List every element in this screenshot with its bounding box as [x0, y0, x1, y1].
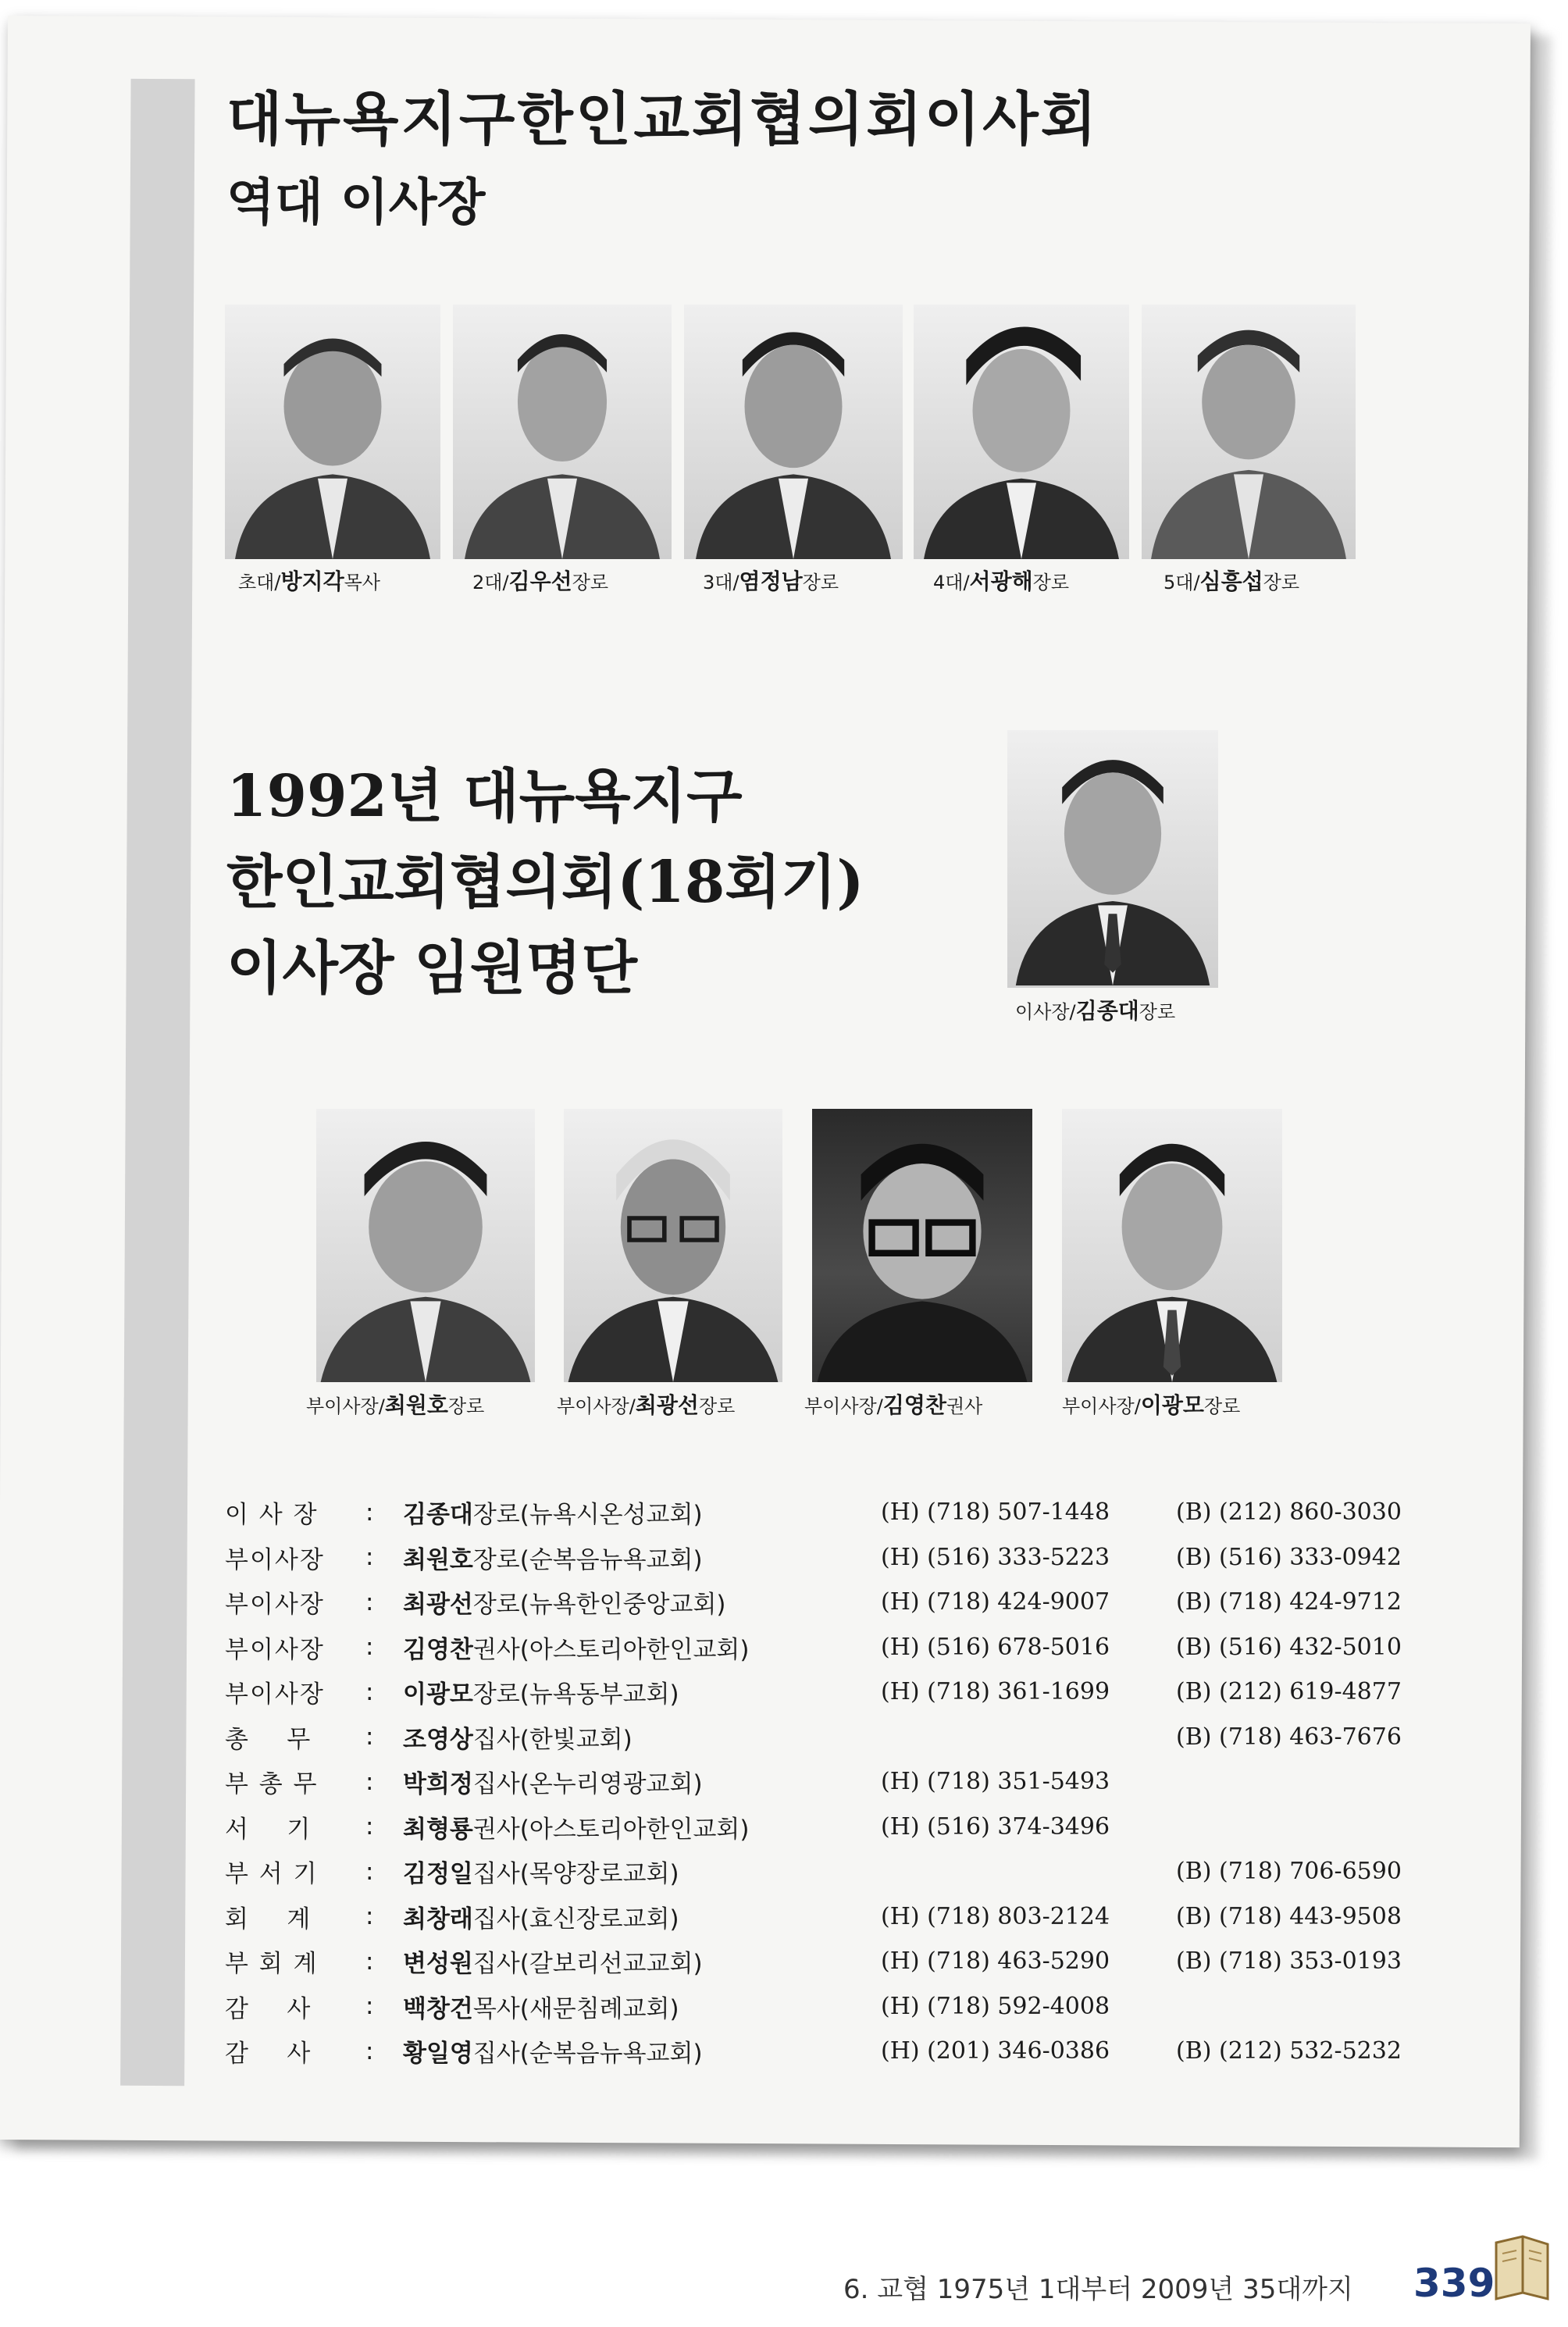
roster-title-church: 장로(순복음뉴욕교회): [472, 1545, 703, 1574]
roster-home-phone: (H) (516) 678-5016: [881, 1633, 1110, 1661]
roster-role: 부이사장: [225, 1635, 325, 1664]
roster-name-cell: [403, 1625, 881, 1670]
page-number: 339: [1413, 2261, 1495, 2306]
roster-title-church: 집사(순복음뉴욕교회): [472, 2040, 703, 2069]
vice-chair-portrait-2: [564, 1109, 782, 1382]
roster-name: 최광선: [403, 1591, 473, 1620]
roster-role: 부이사장: [225, 1591, 325, 1620]
roster-row: [225, 1805, 1426, 1850]
roster-name-cell: [403, 1670, 881, 1715]
roster-name-cell: [403, 1894, 881, 1940]
roster-title-church: 목사(새문침례교회): [472, 1994, 679, 2023]
roster-name: 이광모: [403, 1680, 473, 1709]
vice-chair-portrait-4: [1062, 1109, 1282, 1382]
roster-name: 변성원: [403, 1950, 473, 1979]
roster-home-phone: (H) (718) 424-9007: [881, 1588, 1110, 1616]
roster-business-phone: (B) (718) 463-7676: [1176, 1723, 1402, 1751]
portrait-photo-2: [453, 305, 672, 559]
portrait-silhouette-icon: [914, 305, 1129, 559]
roster-colon: :: [365, 1992, 374, 2021]
roster-role: 감 사: [225, 1994, 312, 2023]
roster-row: [225, 2029, 1426, 2074]
roster-role: 서 기: [225, 1815, 312, 1844]
roster-name-cell: [403, 1715, 881, 1760]
roster-business-phone: [1176, 1759, 1426, 1805]
roster-row: [225, 1894, 1426, 1940]
portrait-silhouette-icon: [1007, 730, 1218, 988]
roster-home-phone: [881, 1715, 1176, 1760]
portrait-silhouette-icon: [1062, 1109, 1282, 1382]
officer-roster-table: [225, 1490, 1426, 2074]
roster-colon: :: [365, 1947, 374, 1976]
roster-name-cell: [403, 1759, 881, 1805]
book-icon: [1491, 2233, 1552, 2304]
roster-home-phone: (H) (718) 351-5493: [881, 1768, 1110, 1796]
roster-colon: :: [365, 1588, 374, 1616]
roster-name: 백창건: [403, 1994, 473, 2023]
roster-colon: :: [365, 1767, 374, 1796]
page-subtitle: 역대 이사장: [226, 174, 486, 232]
roster-title-church: 집사(목양장로교회): [472, 1860, 679, 1889]
roster-name: 황일영: [403, 2040, 473, 2069]
chapter-footer: 6. 교협 1975년 1대부터 2009년 35대까지: [843, 2274, 1353, 2305]
roster-business-phone: [1176, 1984, 1426, 2029]
portrait-silhouette-icon: [684, 305, 903, 559]
chair-portrait-photo: [1007, 730, 1218, 988]
roster-business-phone: (B) (212) 860-3030: [1176, 1498, 1402, 1527]
page-gutter: [120, 79, 194, 2086]
roster-name-cell: [403, 1535, 881, 1580]
roster-role: 감 사: [225, 2040, 312, 2069]
roster-business-phone: (B) (718) 424-9712: [1176, 1588, 1402, 1616]
roster-role: 부이사장: [225, 1545, 325, 1574]
vice-chair-caption-1: 부이사장/최원호장로: [306, 1392, 485, 1418]
roster-name: 김정일: [403, 1860, 473, 1889]
roster-title-church: 장로(뉴욕한인중앙교회): [472, 1591, 726, 1620]
roster-row: [225, 1849, 1426, 1894]
portrait-silhouette-icon: [316, 1109, 535, 1382]
vice-chair-caption-4: 부이사장/이광모장로: [1062, 1392, 1241, 1418]
roster-home-phone: (H) (718) 361-1699: [881, 1678, 1110, 1706]
roster-business-phone: (B) (718) 706-6590: [1176, 1858, 1402, 1886]
roster-title-church: 권사(아스토리아한인교회): [472, 1635, 750, 1664]
roster-role: 부 서 기: [225, 1860, 319, 1889]
roster-colon: :: [365, 2037, 374, 2065]
section-title-1992: [226, 754, 864, 1011]
past-chair-caption-3: 3대/염정남장로: [703, 568, 839, 594]
roster-home-phone: (H) (718) 803-2124: [881, 1902, 1110, 1930]
roster-name: 조영상: [403, 1725, 473, 1754]
roster-business-phone: (B) (718) 443-9508: [1176, 1902, 1402, 1930]
roster-row: [225, 1984, 1426, 2029]
roster-name: 박희정: [403, 1770, 473, 1799]
vice-chair-caption-3: 부이사장/김영찬권사: [804, 1392, 983, 1418]
roster-row: [225, 1625, 1426, 1670]
roster-business-phone: (B) (516) 333-0942: [1176, 1543, 1402, 1571]
roster-home-phone: (H) (516) 333-5223: [881, 1543, 1110, 1571]
roster-name: 최창래: [403, 1905, 473, 1933]
roster-name-cell: [403, 1805, 881, 1850]
portrait-photo-3: [684, 305, 903, 559]
page-title: 대뉴욕지구한인교회협의회이사회: [226, 86, 1099, 153]
roster-title-church: 집사(갈보리선교교회): [472, 1950, 703, 1979]
roster-row: [225, 1759, 1426, 1805]
roster-name: 김종대: [403, 1501, 473, 1530]
roster-name: 최원호: [403, 1545, 473, 1574]
roster-role: 부 회 계: [225, 1950, 319, 1979]
roster-name-cell: [403, 1490, 881, 1535]
roster-title-church: 장로(뉴욕동부교회): [472, 1680, 679, 1709]
roster-role: 부이사장: [225, 1680, 325, 1709]
roster-role: 부 총 무: [225, 1770, 319, 1799]
roster-row: [225, 1535, 1426, 1580]
roster-name: 최형룡: [403, 1815, 473, 1844]
section-title-line3: 이사장 임원명단: [226, 935, 638, 1002]
roster-colon: :: [365, 1812, 374, 1841]
portrait-photo-4: [914, 305, 1129, 559]
past-chair-caption-2: 2대/김우선장로: [472, 568, 609, 594]
section-title-line2: 한인교회협의회(18회기): [226, 849, 864, 916]
roster-role: 총 무: [225, 1725, 312, 1754]
roster-colon: :: [365, 1723, 374, 1751]
roster-name-cell: [403, 1939, 881, 1984]
roster-home-phone: (H) (718) 463-5290: [881, 1947, 1110, 1976]
roster-name-cell: [403, 2029, 881, 2074]
portrait-silhouette-icon: [564, 1109, 782, 1382]
portrait-photo-1: [225, 305, 440, 559]
roster-role: 회 계: [225, 1905, 312, 1933]
roster-colon: :: [365, 1498, 374, 1527]
roster-colon: :: [365, 1543, 374, 1572]
roster-title-church: 집사(한빛교회): [472, 1725, 633, 1754]
roster-home-phone: (H) (201) 346-0386: [881, 2037, 1110, 2065]
roster-body: [225, 1490, 1426, 2074]
roster-name-cell: [403, 1984, 881, 2029]
roster-colon: :: [365, 1633, 374, 1662]
past-chair-caption-5: 5대/심흥섭장로: [1164, 568, 1300, 594]
roster-business-phone: (B) (212) 532-5232: [1176, 2037, 1402, 2065]
roster-title-church: 권사(아스토리아한인교회): [472, 1815, 750, 1844]
roster-title-church: 집사(효신장로교회): [472, 1905, 679, 1933]
roster-row: [225, 1715, 1426, 1760]
roster-row: [225, 1670, 1426, 1715]
roster-home-phone: [881, 1849, 1176, 1894]
roster-role: 이 사 장: [225, 1501, 319, 1530]
vice-chair-portrait-3: [812, 1109, 1032, 1382]
roster-colon: :: [365, 1857, 374, 1886]
roster-business-phone: (B) (516) 432-5010: [1176, 1633, 1402, 1661]
roster-title-church: 집사(온누리영광교회): [472, 1770, 703, 1799]
roster-row: [225, 1490, 1426, 1535]
portrait-photo-5: [1142, 305, 1356, 559]
roster-colon: :: [365, 1902, 374, 1931]
past-chair-caption-1: 초대/방지각목사: [238, 568, 380, 594]
portrait-silhouette-icon: [225, 305, 440, 559]
roster-row: [225, 1939, 1426, 1984]
roster-business-phone: (B) (212) 619-4877: [1176, 1678, 1402, 1706]
past-chair-caption-4: 4대/서광해장로: [933, 568, 1070, 594]
roster-title-church: 장로(뉴욕시온성교회): [472, 1501, 703, 1530]
section-title-line1: 1992년 대뉴욕지구: [226, 763, 743, 830]
chair-caption: 이사장/김종대장로: [1015, 998, 1176, 1024]
roster-name: 김영찬: [403, 1635, 473, 1664]
roster-name-cell: [403, 1580, 881, 1625]
roster-business-phone: (B) (718) 353-0193: [1176, 1947, 1402, 1976]
vice-chair-caption-2: 부이사장/최광선장로: [557, 1392, 736, 1418]
roster-colon: :: [365, 1677, 374, 1706]
roster-row: [225, 1580, 1426, 1625]
roster-home-phone: (H) (516) 374-3496: [881, 1812, 1110, 1841]
roster-home-phone: (H) (718) 592-4008: [881, 1992, 1110, 2020]
vice-chair-portrait-1: [316, 1109, 535, 1382]
roster-business-phone: [1176, 1805, 1426, 1850]
roster-name-cell: [403, 1849, 881, 1894]
portrait-silhouette-icon: [1142, 305, 1356, 559]
roster-home-phone: (H) (718) 507-1448: [881, 1498, 1110, 1527]
portrait-silhouette-icon: [453, 305, 672, 559]
portrait-silhouette-icon: [812, 1109, 1032, 1382]
